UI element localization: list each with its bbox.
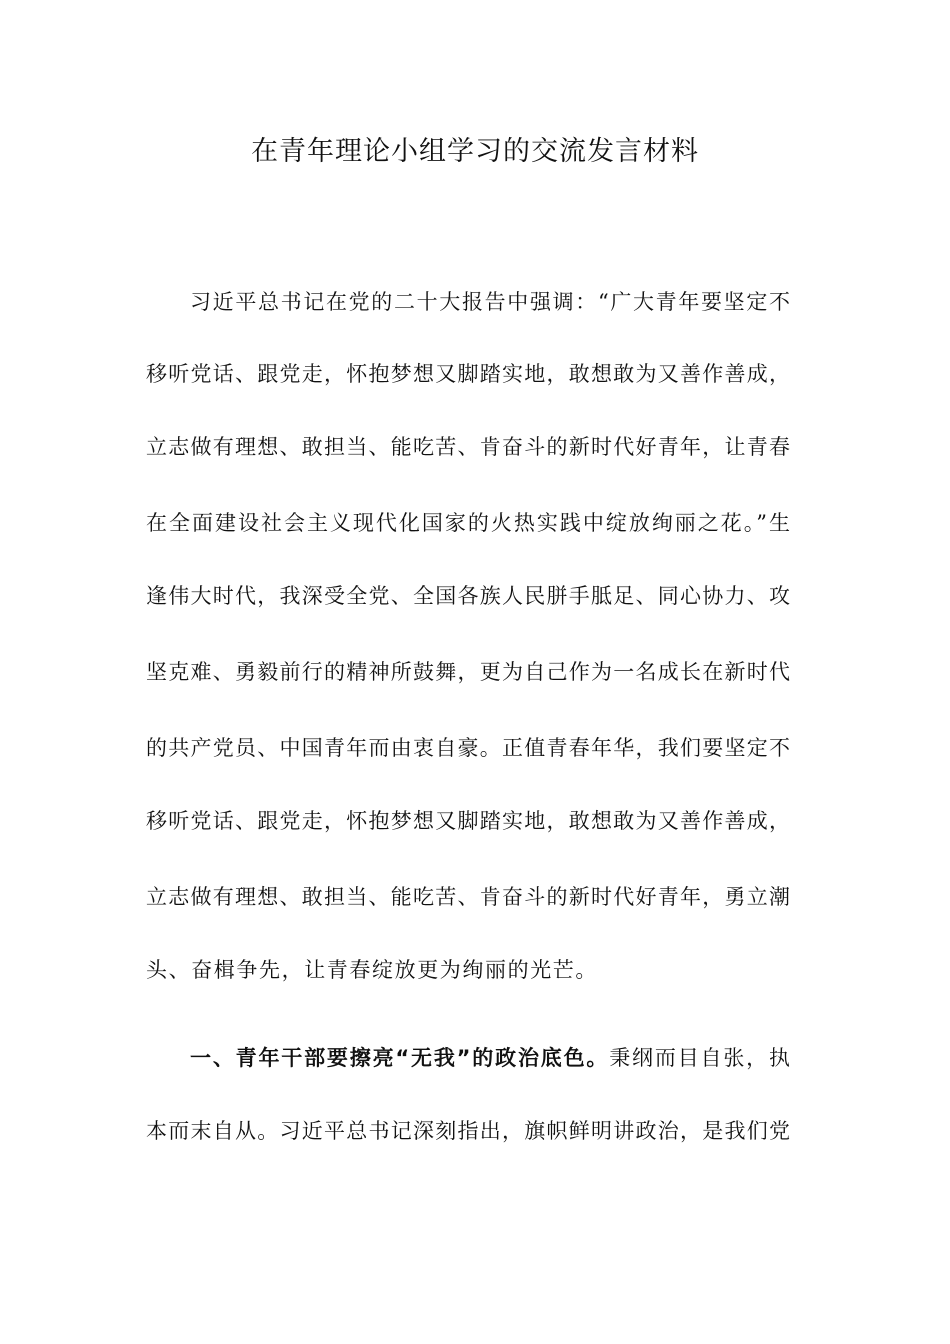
- paragraph-line: 的共产党员、中国青年而由衷自豪。正值青春年华，我们要坚定不: [146, 736, 790, 760]
- section-heading-line: [190, 1040, 790, 1076]
- paragraph-line: 习近平总书记在党的二十大报告中强调：“广大青年要坚定不: [190, 290, 790, 314]
- paragraph-line: 在全面建设社会主义现代化国家的火热实践中绽放绚丽之花。”生: [146, 511, 790, 535]
- paragraph-line: 移听党话、跟党走，怀抱梦想又脚踏实地，敢想敢为又善作善成，: [146, 362, 790, 386]
- paragraph-line: 移听党话、跟党走，怀抱梦想又脚踏实地，敢想敢为又善作善成，: [146, 809, 790, 833]
- paragraph-line: 坚克难、勇毅前行的精神所鼓舞，更为自己作为一名成长在新时代: [146, 660, 790, 684]
- document-title: 在青年理论小组学习的交流发言材料: [251, 136, 699, 167]
- section-heading-rest: 秉纲而目自张，执: [609, 1046, 790, 1070]
- paragraph-line: 本而末自从。习近平总书记深刻指出，旗帜鲜明讲政治，是我们党: [146, 1119, 790, 1143]
- paragraph-line: 立志做有理想、敢担当、能吃苦、肯奋斗的新时代好青年，勇立潮: [146, 885, 790, 909]
- paragraph-line: 逢伟大时代，我深受全党、全国各族人民胼手胝足、同心协力、攻: [146, 584, 790, 608]
- section-heading: 一、青年干部要擦亮“无我”的政治底色。: [190, 1046, 610, 1070]
- paragraph-line: 头、奋楫争先，让青春绽放更为绚丽的光芒。: [146, 958, 598, 982]
- paragraph-line: 立志做有理想、敢担当、能吃苦、肯奋斗的新时代好青年，让青春: [146, 435, 790, 459]
